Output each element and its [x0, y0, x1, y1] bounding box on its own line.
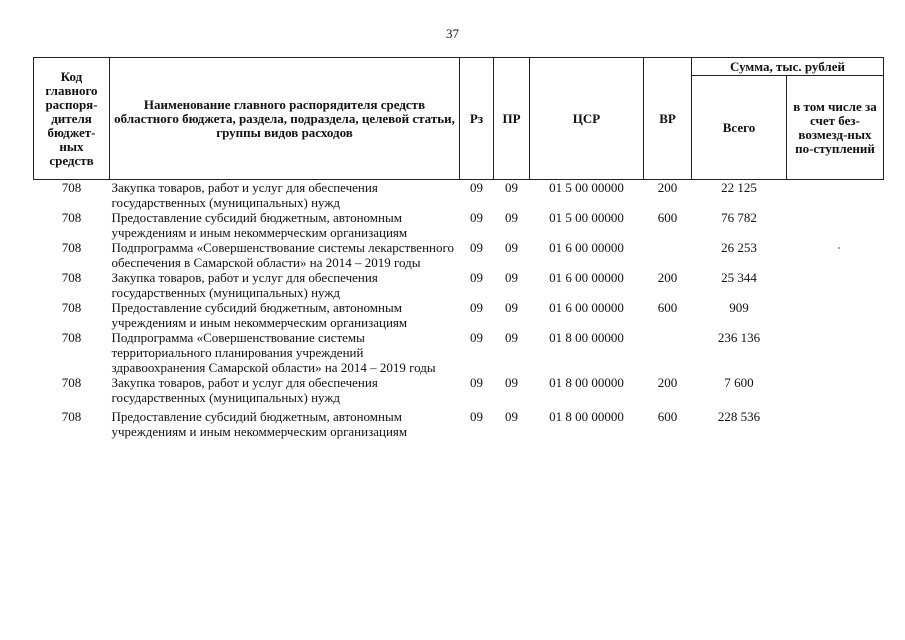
header-vr: ВР	[644, 58, 692, 180]
table-row	[34, 375, 884, 405]
cell-rz: 09	[470, 240, 483, 255]
cell-rz: 09	[470, 180, 483, 195]
table-row	[34, 405, 884, 439]
table-body	[34, 180, 884, 440]
header-total: Всего	[692, 76, 787, 180]
cell-vr	[644, 240, 692, 270]
cell-code: 708	[61, 375, 82, 390]
cell-total: 22 125	[721, 180, 757, 195]
cell-pr: 09	[505, 180, 518, 195]
cell-code: 708	[61, 300, 82, 315]
cell-code: 708	[61, 180, 82, 195]
cell-free	[787, 375, 884, 405]
cell-name: Закупка товаров, работ и услуг для обеспечения государственных (муниципальных) нужд	[111, 270, 378, 300]
cell-name: Закупка товаров, работ и услуг для обеспечения государственных (муниципальных) нужд	[111, 180, 378, 210]
cell-csr: 01 6 00 00000	[549, 270, 624, 285]
cell-pr: 09	[505, 300, 518, 315]
table-row	[34, 330, 884, 375]
cell-name: Подпрограмма «Совершенствование системы территориального планирования учреждений здравоохранения Самарской области» на 2014 – 2019 годы	[111, 330, 436, 375]
cell-pr: 09	[505, 210, 518, 225]
cell-csr: 01 8 00 00000	[549, 375, 624, 390]
cell-total: 26 253	[721, 240, 757, 255]
header-csr: ЦСР	[530, 58, 644, 180]
cell-csr: 01 6 00 00000	[549, 240, 624, 255]
cell-vr: 200	[657, 375, 678, 390]
cell-total: 236 136	[717, 330, 761, 345]
page-number: 37	[446, 26, 459, 41]
table-row	[34, 240, 884, 270]
cell-pr: 09	[505, 330, 518, 345]
cell-code: 708	[61, 210, 82, 225]
cell-code: 708	[61, 240, 82, 255]
cell-csr: 01 8 00 00000	[549, 330, 624, 345]
cell-pr: 09	[505, 409, 518, 424]
cell-code: 708	[61, 409, 82, 424]
cell-name: Подпрограмма «Совершенствование системы лекарственного обеспечения в Самарской области» на 2014 – 2019 годы	[111, 240, 454, 270]
header-pr: ПР	[494, 58, 530, 180]
cell-free	[787, 210, 884, 240]
cell-total: 7 600	[724, 375, 754, 390]
cell-csr: 01 5 00 00000	[549, 210, 624, 225]
cell-total: 909	[729, 300, 749, 315]
cell-csr: 01 6 00 00000	[549, 300, 624, 315]
cell-free	[787, 180, 884, 211]
header-free: в том числе за счет без-возмезд-ных по-ступлений	[787, 76, 884, 180]
cell-code: 708	[61, 270, 82, 285]
table-row	[34, 210, 884, 240]
cell-free	[787, 270, 884, 300]
cell-rz: 09	[470, 270, 483, 285]
budget-table	[33, 57, 884, 439]
table-row	[34, 180, 884, 211]
cell-name: Предоставление субсидий бюджетным, автономным учреждениям и иным некоммерческим организациям	[111, 210, 408, 240]
header-name: Наименование главного распорядителя средств областного бюджета, раздела, подраздела, целевой статьи, группы видов расходов	[110, 58, 460, 180]
cell-vr: 200	[657, 270, 678, 285]
cell-name: Предоставление субсидий бюджетным, автономным учреждениям и иным некоммерческим организациям	[111, 300, 408, 330]
cell-rz: 09	[470, 375, 483, 390]
header-rz: Рз	[460, 58, 494, 180]
cell-free	[787, 405, 884, 439]
cell-vr	[644, 330, 692, 375]
header-code: Код главного распоря-дителя бюджет-ных средств	[34, 58, 110, 180]
cell-free	[787, 330, 884, 375]
table-row	[34, 300, 884, 330]
cell-free	[787, 240, 884, 270]
cell-total: 76 782	[721, 210, 757, 225]
scan-speck	[838, 247, 840, 249]
header-sum: Сумма, тыс. рублей	[692, 58, 884, 76]
cell-total: 228 536	[717, 409, 761, 424]
cell-name: Предоставление субсидий бюджетным, автономным учреждениям и иным некоммерческим организациям	[111, 409, 408, 439]
cell-vr: 600	[657, 300, 678, 315]
cell-csr: 01 8 00 00000	[549, 409, 624, 424]
cell-csr: 01 5 00 00000	[549, 180, 624, 195]
cell-vr: 600	[657, 409, 678, 424]
cell-rz: 09	[470, 409, 483, 424]
cell-name: Закупка товаров, работ и услуг для обеспечения государственных (муниципальных) нужд	[111, 375, 378, 405]
cell-pr: 09	[505, 240, 518, 255]
cell-vr: 600	[657, 210, 678, 225]
cell-rz: 09	[470, 300, 483, 315]
cell-pr: 09	[505, 375, 518, 390]
table-header	[34, 58, 884, 180]
cell-pr: 09	[505, 270, 518, 285]
table-row	[34, 270, 884, 300]
cell-code: 708	[61, 330, 82, 345]
cell-free	[787, 300, 884, 330]
cell-rz: 09	[470, 330, 483, 345]
cell-total: 25 344	[721, 270, 757, 285]
cell-rz: 09	[470, 210, 483, 225]
cell-vr: 200	[657, 180, 678, 195]
